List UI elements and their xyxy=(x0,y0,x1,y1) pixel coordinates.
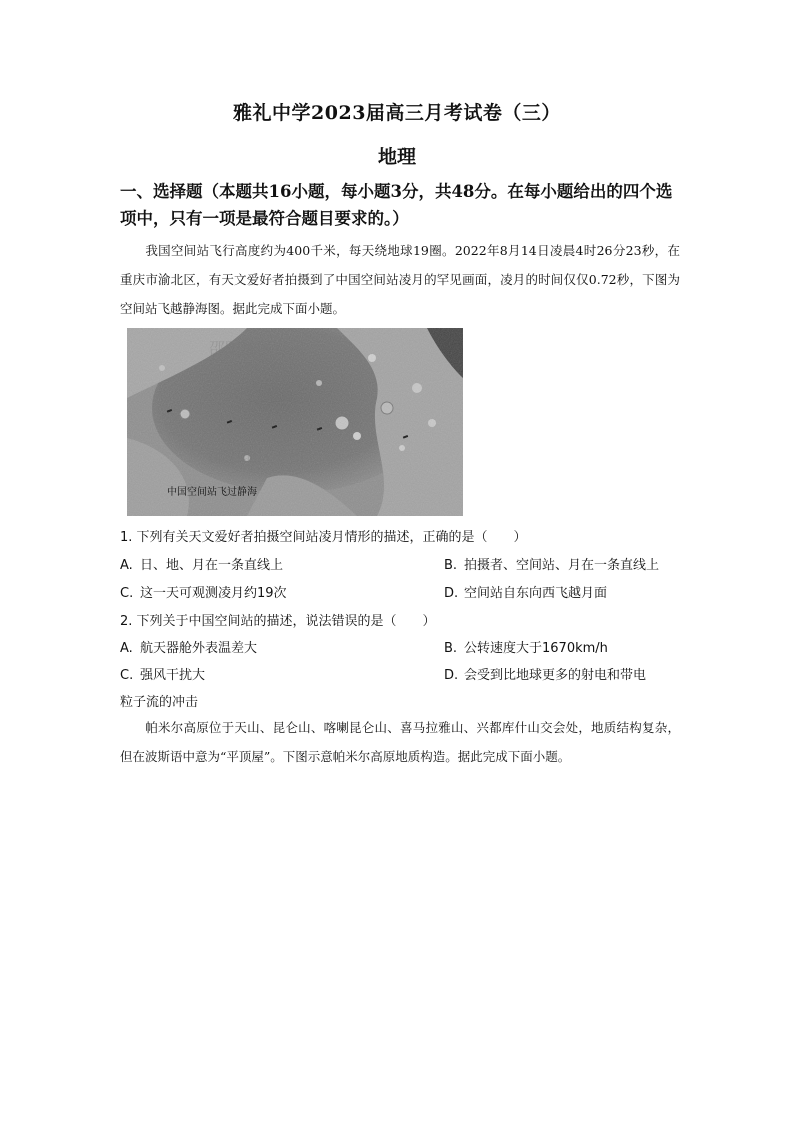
question-2-option-b[interactable]: B. 公转速度大于1670km/h xyxy=(444,641,608,656)
passage-2-text: 帕米尔高原位于天山、昆仑山、喀喇昆仑山、喜马拉雅山、兴都库什山交会处，地质结构复杂，但在波斯语中意为“平顶屋”。下图示意帕米尔高原地质构造。据此完成下面小题。 xyxy=(120,720,680,764)
question-2-option-d[interactable]: D. 会受到比地球更多的射电和带电 xyxy=(444,668,647,683)
question-1-option-d[interactable]: D. 空间站自东向西飞越月面 xyxy=(444,586,608,601)
section-heading: 一、选择题（本题共16小题，每小题3分，共48分。在每小题给出的四个选项中，只有一项是最符合题目要求的。） xyxy=(120,182,673,228)
passage-2 xyxy=(120,713,680,771)
figure-caption: 中国空间站飞过静海 xyxy=(167,487,257,498)
subject-title: 地理 xyxy=(377,146,416,168)
question-1-option-c[interactable]: C. 这一天可观测凌月约19次 xyxy=(120,586,287,601)
question-2-option-c[interactable]: C. 强风干扰大 xyxy=(120,668,206,683)
question-2-option-a[interactable]: A. 航天器舱外表温差大 xyxy=(120,641,258,656)
moon-figure xyxy=(127,328,463,516)
question-1-option-b[interactable]: B. 拍摄者、空间站、月在一条直线上 xyxy=(444,558,660,573)
question-2-option-d-continuation: 粒子流的冲击 xyxy=(120,695,199,710)
watermark-bottom: 邵阳地区专用 xyxy=(209,447,306,466)
passage-1 xyxy=(120,236,680,323)
question-1-stem: 1. 下列有关天文爱好者拍摄空间站凌月情形的描述，正确的是（ ） xyxy=(120,530,527,545)
question-2-stem: 2. 下列关于中国空间站的描述，说法错误的是（ ） xyxy=(120,614,436,629)
passage-1-text: 我国空间站飞行高度约为400千米，每天绕地球19圈。2022年8月14日凌晨4时26分23秒，在重庆市渝北区，有天文爱好者拍摄到了中国空间站凌月的罕见画面，凌月的时间仅仅0.72秒，下图为空间站飞越静海图。据此完成下面小题。 xyxy=(120,243,680,316)
exam-title: 雅礼中学2023届高三月考试卷（三） xyxy=(233,102,561,124)
watermark-top: 邵阳地区专用 xyxy=(209,339,306,358)
question-1-option-a[interactable]: A. 日、地、月在一条直线上 xyxy=(120,558,284,573)
